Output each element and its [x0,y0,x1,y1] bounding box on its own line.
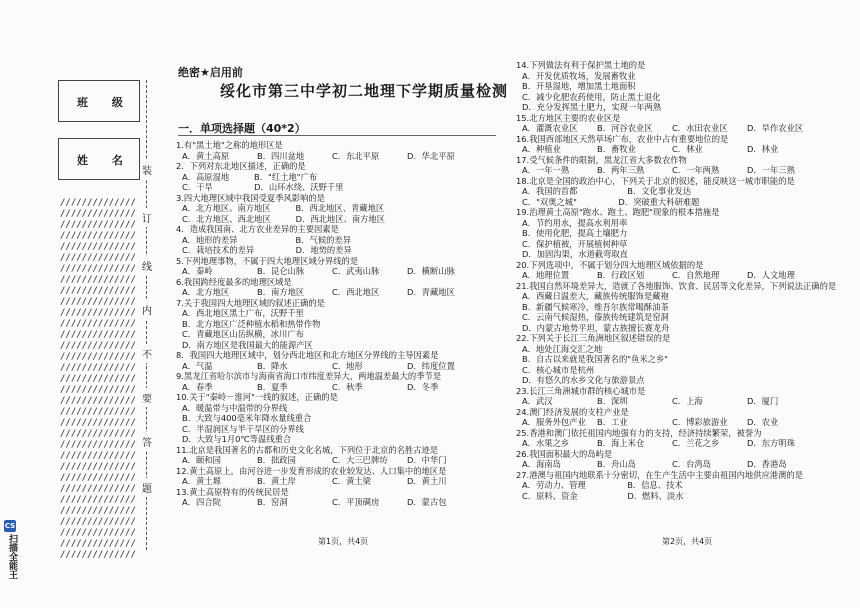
answer-option: C．北方地区、西北地区 D．西北地区、南方地区 [182,213,386,224]
answer-option: C．干旱 D．山环水绕、沃野千里 [182,182,344,192]
answer-option: A．北方地区、南方地区 B．西北地区、青藏地区 [182,203,385,213]
question-stem: 16.我国西部地区天然草场广布，农业中占有重要地位的是 [516,133,729,144]
question-stem: 11.北京是我国著名的古都和历史文化名城，下列位于北京的名胜古迹是 [176,444,439,455]
section-heading: 一．单项选择题（40*2） [178,122,306,135]
binding-char: 答 [142,432,152,451]
answer-option: C．水田农业区 [672,123,728,133]
answer-option: A．劳动力、管理 B．信息、技术 [522,480,683,490]
option-row [516,396,846,407]
answer-option: A．我国的首都 B．文化事业发达 [522,186,692,196]
question-item [176,277,506,298]
binding-char: 不 [142,344,152,363]
answer-option: D．蒙古包 [407,497,447,507]
answer-option: D．人文地理 [747,270,795,280]
question-stem: 3.四大地理区域中我国受夏季风影响的是 [176,192,325,203]
question-item [516,386,846,407]
answer-option: D．青藏地区 [407,287,455,297]
answer-option: D．南方地区是我国最大的能源产区 [182,339,313,350]
answer-option: C．原料、资金 D．燃料、淡水 [522,490,684,501]
binding-char: 线 [142,256,152,275]
answer-option: B．自古以来就是我国著名的"鱼米之乡" [522,354,669,364]
option-row [176,151,506,162]
answer-option: B．舟山岛 [597,459,636,469]
question-item [176,256,506,277]
option-row [176,287,506,298]
answer-option: C．地形 [332,360,363,371]
question-stem: 15.北方地区主要的农业区是 [516,112,621,123]
question-stem: 25.香港和澳门依托祖国内地强有力的支持，经济持续繁荣，被誉为 [516,427,762,438]
binding-char: 题 [142,478,152,497]
option-row [176,476,506,487]
answer-option: C．"双奥之城" D．突破重大科研难题 [522,196,700,207]
binding-char: 装 [142,160,152,179]
option-row [176,382,506,393]
answer-option: A．灌溉农业区 [522,123,578,133]
answer-option: C．青藏地区山岳纵横，冰川广布 [182,329,304,339]
question-item [516,281,846,334]
answer-option: C．武夷山脉 [332,266,380,276]
answer-option: D．横断山脉 [407,266,455,276]
answer-option: D．加固沟渠，水道截弯取直 [522,249,628,259]
page-number-2: 第2页，共4页 [662,537,713,546]
answer-option: B．开垦湿地，增加黑土地面积 [522,81,636,91]
answer-option: D．中华门 [407,455,447,465]
answer-option: A．西北地区黑土广布，沃野千里 [182,308,304,318]
name-field-box [58,138,140,180]
answer-option: B．使用化肥，提高土壤肥力 [522,228,628,238]
answer-option: B．大致与400毫米年降水量线重合 [182,413,312,423]
answer-option: D．厦门 [747,396,779,406]
question-stem: 13.黄土高原特有的传统民居是 [176,486,289,497]
answer-option: B．行政区划 [597,270,645,280]
answer-option: D．香港岛 [747,459,787,469]
question-column-right [516,60,846,501]
question-item [176,193,506,225]
option-row [516,417,846,428]
answer-option: D．纬度位置 [407,360,455,371]
answer-option: B．北方地区广泛种植水稻和热带作物 [182,318,321,329]
answer-option: A．黄土塬 [182,476,221,486]
option-row [516,144,846,155]
answer-option: C．平顶碉房 [332,497,380,507]
question-stem: 9.黑龙江省哈尔滨市与海南省海口市纬度差异大，两地温差最大的季节是 [176,371,442,381]
option-row [516,270,846,281]
question-item [176,392,506,445]
question-stem: 27.港澳与祖国内地联系十分密切，在生产生活中主要由祖国内地供应港澳的是 [516,469,803,480]
answer-option: B．降水 [257,360,288,371]
question-item [176,298,506,351]
question-stem: 5.下列地理事物，不属于四大地理区域分界线的是 [176,255,359,266]
question-stem: 22.下列关于长江三角洲地区叙述错误的是 [516,333,671,343]
question-item [176,487,506,508]
question-column-left [176,140,506,508]
question-stem: 20.下列选项中，不属于划分四大地理区域依据的是 [516,259,704,270]
scanner-watermark [4,520,16,604]
answer-option: D．内蒙古地势平坦，蒙古族擅长赛龙舟 [522,322,670,333]
option-row [176,361,506,372]
answer-option: D．黄土川 [407,476,447,486]
answer-option: A．地处江海交汇之地 [522,343,603,354]
answer-option: B．新疆气候寒冷，维吾尔族常喝酥油茶 [522,301,669,312]
answer-option: A．西藏日温差大，藏族传统服饰是藏袍 [522,291,669,301]
option-row [516,459,846,470]
answer-option: D．东方明珠 [747,438,795,448]
answer-option: A．地理位置 [522,270,570,280]
answer-option: B．工业 [597,417,628,427]
answer-option: A．种植业 [522,144,561,154]
answer-option: B．黄土岸 [257,476,296,486]
answer-option: D．林业 [747,144,779,154]
answer-option: C．栽培技术的差异 D．地势的差异 [182,245,352,255]
question-item [176,466,506,487]
answer-option: D．充分发挥黑土肥力，实现一年两熟 [522,102,662,112]
binding-char: 订 [142,208,152,227]
answer-option: A．春季 [182,381,213,392]
answer-option: A．高原湿地 B．"红土地"广布 [182,171,318,182]
scanner-logo-icon: CS [4,522,16,530]
answer-option: C．云南气候湿热，傣族传统建筑是窑洞 [522,312,669,322]
answer-option: D．冬季 [407,381,439,392]
answer-option: C．博彩旅游业 [672,417,728,427]
answer-option: B．畜牧业 [597,144,636,154]
answer-option: C．大三巴牌坊 [332,455,388,465]
answer-option: C．半湿润区与半干旱区的分界线 [182,423,304,434]
option-row [176,455,506,466]
answer-option: C．东北平原 [332,150,380,161]
answer-option: A．地形的差异 B．气候的差异 [182,234,352,245]
option-row [516,165,846,176]
question-stem: 17.受气候条件的限制，黑龙江省大多数农作物 [516,154,687,165]
answer-option: C．减少化肥农药使用，防止黑土退化 [522,91,661,102]
answer-option: B．海上米仓 [597,438,645,448]
hatched-area: ////////////// ////////////// ////////////// ////////////// ////////////// ////////////// ////////////// ////////////// ////////////// ////////////// ////////////// ////////////// ////////////// ////////////// ////////////// ////////////// ////////////// ////////////// ////////////// ////////////// ////////////// ////////////// ////////////// ////////////// ////////////// ////////////// ////////////// ////////////// ////////////// ////////////// ////////////// ////////////// ////////////// [60,198,136,560]
answer-option: C．兰花之乡 [672,438,720,448]
question-item [176,350,506,371]
answer-option: B．深圳 [597,396,628,406]
question-stem: 8．我国四大地理区域中，划分西北地区和北方地区分界线的主导因素是 [176,350,439,360]
answer-option: B．夏季 [257,381,288,392]
question-stem: 7.关于我国四大地理区域的叙述正确的是 [176,297,325,308]
question-item [516,155,846,176]
answer-option: B．南方地区 [257,287,305,297]
question-stem: 6.我国跨经度最多的地理区域是 [176,276,292,287]
answer-option: A．节约用水，提高水利用率 [522,217,628,228]
answer-option: A．开发优质牧场，发展畜牧业 [522,70,636,81]
question-stem: 4．造成我国南、北方农业差异的主要因素是 [176,224,339,234]
answer-option: A．暖温带与中温带的分界线 [182,402,288,413]
answer-option: D．华北平原 [407,150,455,161]
answer-option: A．黄土高原 [182,150,230,161]
answer-option: A．四合院 [182,497,221,507]
exam-title: 绥化市第三中学初二地理下学期质量检测 [220,82,509,100]
question-item [516,60,846,113]
answer-option: C．西北地区 [332,287,380,297]
answer-option: A．一年一熟 [522,165,570,175]
question-stem: 1.有"黑土地"之称的地形区是 [176,140,283,150]
option-row [516,123,846,134]
scanner-name: 扫描全能王 [7,534,17,579]
answer-option: C．林业 [672,144,703,154]
option-row [176,266,506,277]
page-number-1: 第1页，共4页 [318,537,369,546]
answer-option: C．上海 [672,396,703,406]
name-label: 姓 名 [77,154,133,167]
answer-option: B．拙政园 [257,455,296,465]
answer-option: B．窑洞 [257,497,288,507]
answer-option: B．昆仑山脉 [257,266,305,276]
question-item [176,445,506,466]
answer-option: C．一年两熟 [672,165,720,175]
question-stem: 14.下列做法有利于保护黑土地的是 [516,60,646,70]
answer-option: B．两年三熟 [597,165,645,175]
answer-option: A．武汉 [522,396,553,406]
binding-char: 内 [142,300,152,319]
question-item [516,113,846,134]
question-stem: 12.黄土高原上，由河谷进一步发育形成的农业较发达、人口集中的地区是 [176,465,447,476]
question-stem: 26.我国面积最大的岛屿是 [516,448,613,459]
question-stem: 10.关于"秦岭－淮河"一线的叙述，正确的是 [176,392,338,402]
question-stem: 24.澳门经济发展的支柱产业是 [516,406,629,417]
question-item [516,333,846,386]
answer-option: C．黄土梁 [332,476,371,486]
question-item [516,449,846,470]
question-item [516,428,846,449]
question-stem: 19.治理黄土高原"跑水、跑土、跑肥"现象的根本措施是 [516,207,720,217]
confidential-mark: 绝密★启用前 [178,66,243,79]
answer-option: C．核心城市是杭州 [522,364,595,375]
answer-option: D．大致与1月0℃等温线重合 [182,434,292,444]
answer-option: A．秦岭 [182,266,213,276]
answer-option: D．旱作农业区 [747,123,804,133]
question-stem: 23.长江三角洲城市群的核心城市是 [516,385,646,396]
question-stem: 21.我国自然环境差异大，造就了各地服饰、饮食、民居等文化差异，下列说法正确的是 [516,280,837,291]
question-item [176,224,506,256]
question-item [516,207,846,260]
answer-option: A．水果之乡 [522,438,570,448]
question-item [176,371,506,392]
answer-option: A．服务外包产业 [522,417,586,427]
answer-option: C．自然地理 [672,270,720,280]
answer-option: D．有悠久的水乡文化与旅游景点 [522,375,645,385]
question-item [516,260,846,281]
option-row [176,497,506,508]
binding-char: 要 [142,388,152,407]
answer-option: A．北方地区 [182,287,230,297]
answer-option: B．四川盆地 [257,150,305,161]
question-item [516,176,846,208]
option-row [516,438,846,449]
answer-option: B．河谷农业区 [597,123,653,133]
answer-option: D．农业 [747,417,779,427]
binding-strip [58,80,150,560]
answer-option: C．秋季 [332,381,363,392]
question-stem: 18.北京是全国的政治中心，下列关于北京的叙述，能反映这一城市职能的是 [516,175,795,186]
question-item [516,407,846,428]
question-item [176,161,506,193]
answer-option: A．海南岛 [522,459,561,469]
section-divider [178,135,496,136]
answer-option: A．气温 [182,360,213,371]
answer-option: C．保护植被，开展植树种草 [522,238,628,249]
class-label: 班 级 [77,96,133,109]
question-item [516,134,846,155]
answer-option: D．一年三熟 [747,165,795,175]
answer-option: A．颐和园 [182,455,221,465]
question-item [516,470,846,502]
class-field-box [58,80,140,122]
question-item [176,140,506,161]
question-stem: 2．下列对东北地区描述，正确的是 [176,161,306,171]
answer-option: C．台湾岛 [672,459,711,469]
